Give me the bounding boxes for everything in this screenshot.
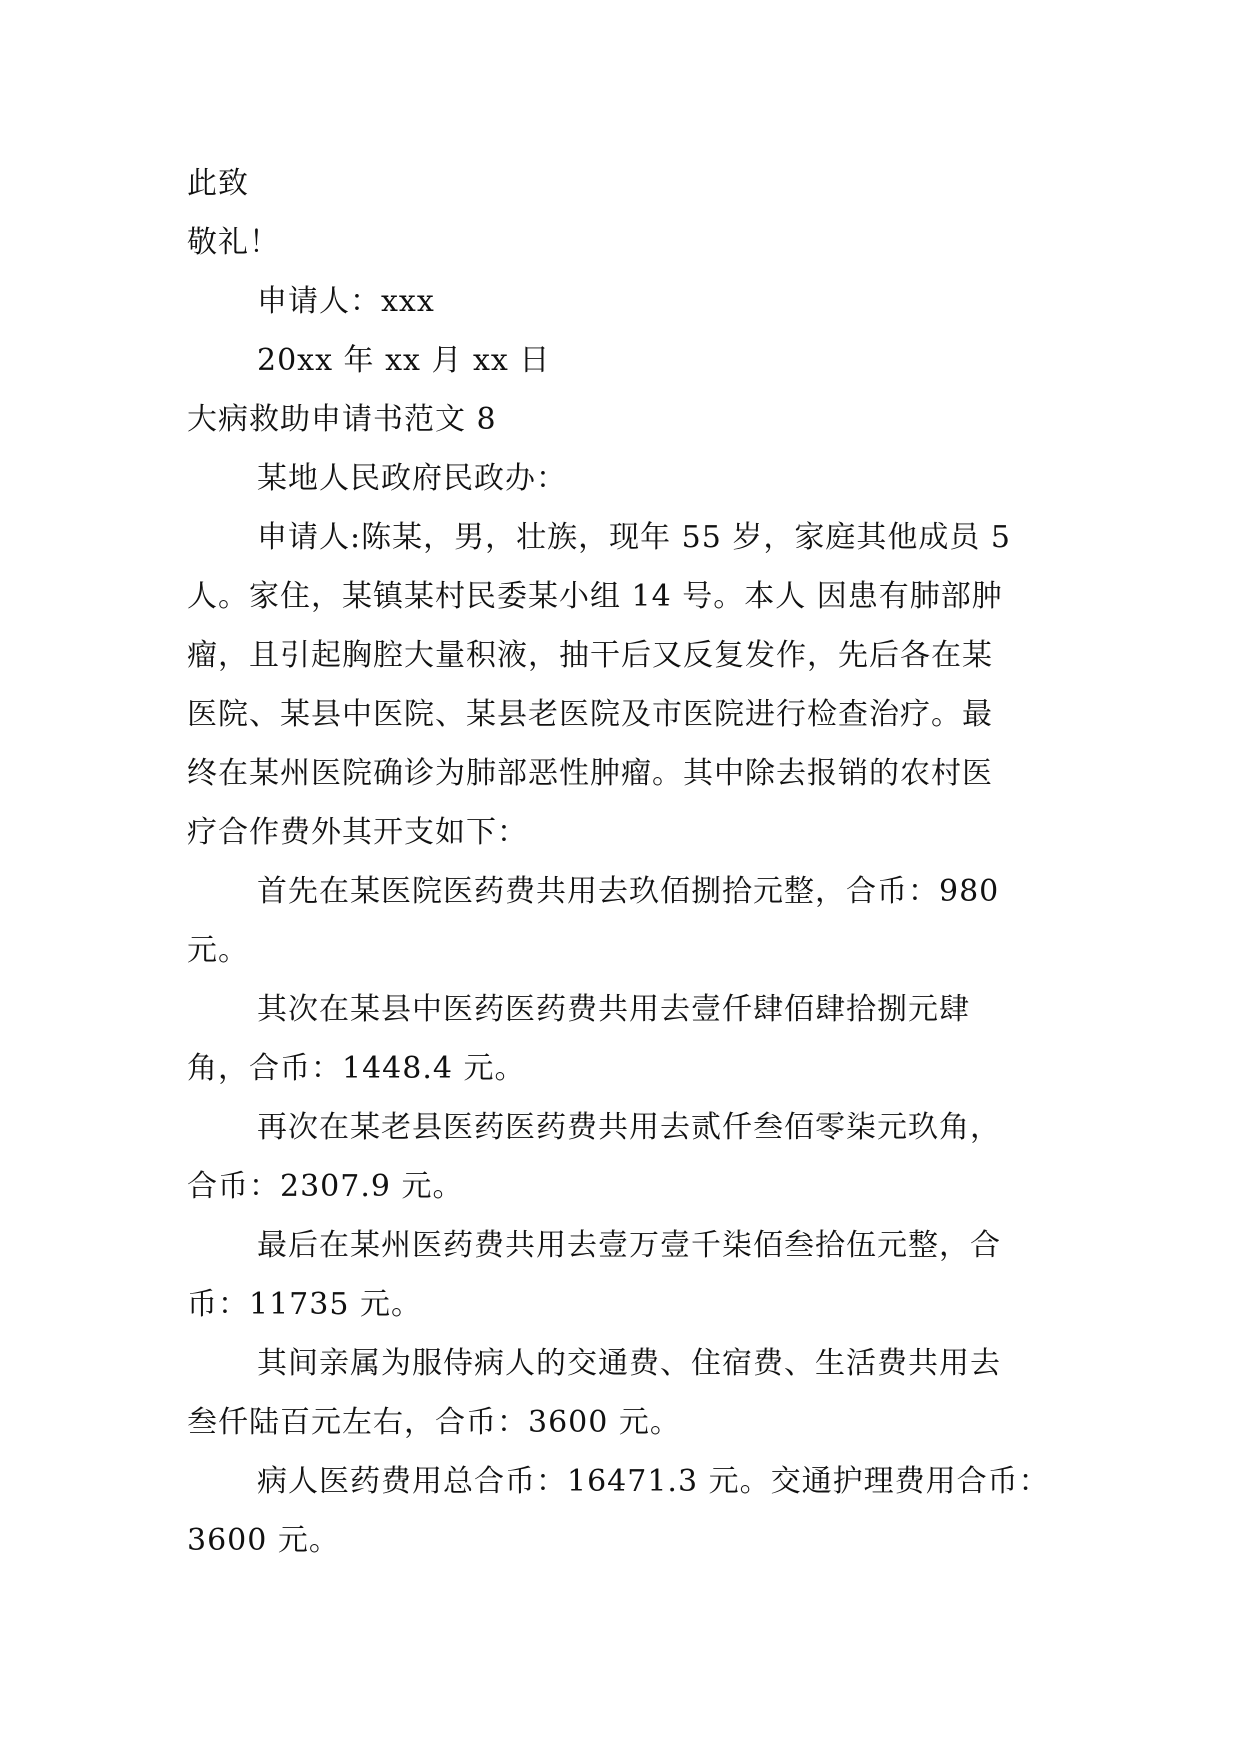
body-line: 3600 元。: [187, 1523, 340, 1558]
section-title: 大病救助申请书范文 8: [187, 402, 497, 437]
body-line: 叁仟陆百元左右，合币：3600 元。: [187, 1405, 681, 1440]
body-line: 人。家住，某镇某村民委某小组 14 号。本人 因患有肺部肿: [187, 579, 1003, 614]
body-line: 疗合作费外其开支如下：: [187, 815, 528, 850]
body-line: 瘤，且引起胸腔大量积液，抽干后又反复发作，先后各在某: [187, 638, 993, 673]
body-line: 元。: [187, 933, 249, 968]
applicant-signature: 申请人：xxx: [257, 284, 435, 319]
body-line: 首先在某医院医药费共用去玖佰捌拾元整，合币：980: [257, 874, 1000, 909]
body-line: 再次在某老县医药医药费共用去贰仟叁佰零柒元玖角，: [257, 1110, 1001, 1145]
body-line: 其间亲属为服侍病人的交通费、住宿费、生活费共用去: [257, 1346, 1001, 1381]
body-line: 币：11735 元。: [187, 1287, 422, 1322]
closing-line-1: 此致: [187, 166, 249, 201]
signature-date: 20xx 年 xx 月 xx 日: [257, 343, 551, 378]
body-line: 角，合币：1448.4 元。: [187, 1051, 526, 1086]
body-line: 医院、某县中医院、某县老医院及市医院进行检查治疗。最: [187, 697, 993, 732]
body-line: 申请人:陈某，男，壮族，现年 55 岁，家庭其他成员 5: [257, 520, 1011, 555]
body-line: 合币：2307.9 元。: [187, 1169, 464, 1204]
body-line: 最后在某州医药费共用去壹万壹千柒佰叁拾伍元整，合: [257, 1228, 1001, 1263]
closing-line-2: 敬礼！: [187, 225, 280, 260]
addressee: 某地人民政府民政办：: [257, 461, 567, 496]
body-line: 终在某州医院确诊为肺部恶性肿瘤。其中除去报销的农村医: [187, 756, 993, 791]
body-line: 其次在某县中医药医药费共用去壹仟肆佰肆拾捌元肆: [257, 992, 970, 1027]
body-line: 病人医药费用总合币：16471.3 元。交通护理费用合币：: [257, 1464, 1050, 1499]
